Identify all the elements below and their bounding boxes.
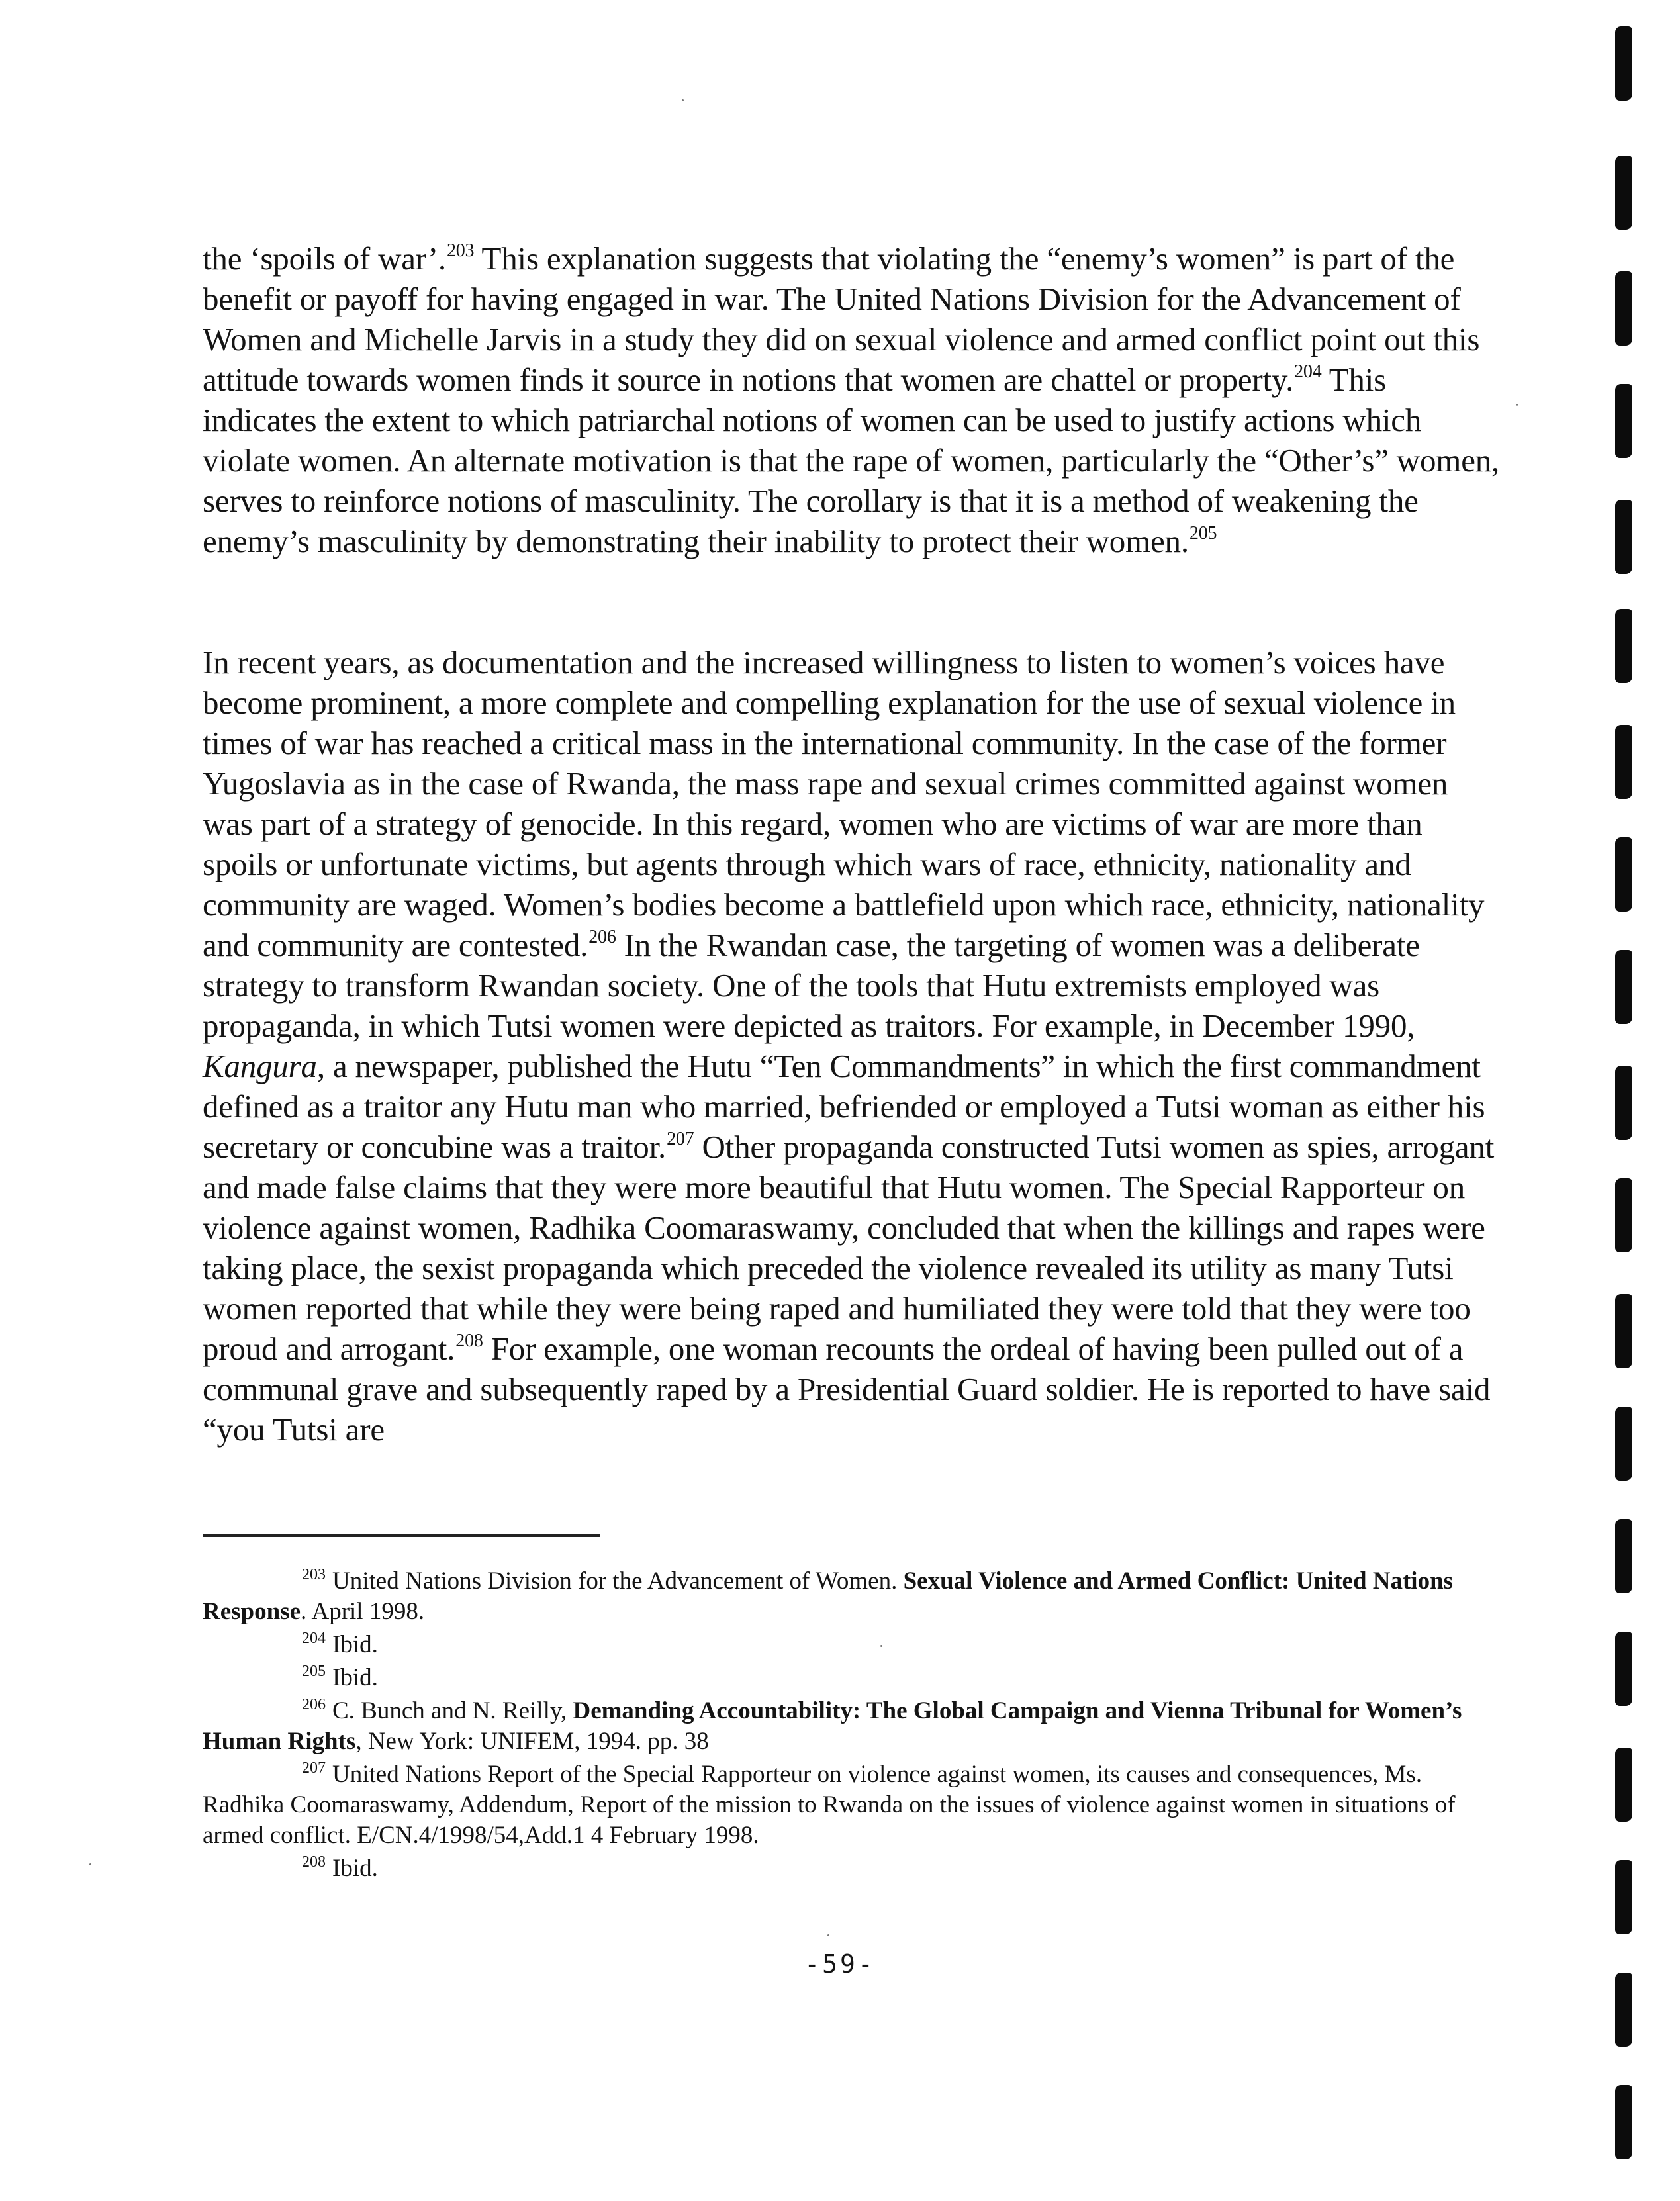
footnote-203: $^{203}$ United Nations Division for the Advancement of Women. Sexual Violence and Armed Conflict: United Nations Response. April 1998. xyxy=(203,1566,1454,1625)
text-run: In the Rwandan case, the targeting of women was a deliberate strategy to transform Rwandan society. One of the tools that Hutu extremists employed was propaganda, in which Tutsi women were depicted as traitors. For example, in December 1990, xyxy=(203,927,1420,1044)
binding-mark xyxy=(1615,1519,1632,1593)
footnote-206: $^{206}$ C. Bunch and N. Reilly, Demanding Accountability: The Global Campaign and Vienna Tribunal for Women’s Human Rights, New York: UNIFEM, 1994. pp. 38 xyxy=(203,1696,1462,1755)
footnote-207: $^{207}$ United Nations Report of the Special Rapporteur on violence against women, its causes and consequences, Ms. Radhika Coomaraswamy, Addendum, Report of the mission to Rwanda on the issues of violence against women in situations of armed conflict. E/CN.4/1998/54,Add.1 4 February 1998. xyxy=(203,1759,1456,1849)
binding-mark xyxy=(1615,1407,1632,1481)
body-paragraph-1 xyxy=(203,238,1500,561)
scan-speck xyxy=(880,1645,882,1647)
binding-mark xyxy=(1615,1632,1632,1706)
source-title: Demanding Accountability: The Global Campaign and Vienna Tribunal for Women’s Human Rights xyxy=(203,1697,1462,1755)
scan-speck xyxy=(682,99,684,101)
binding-mark xyxy=(1615,2085,1632,2159)
footnote-number: 208 xyxy=(302,1853,326,1871)
binding-mark xyxy=(1615,609,1632,683)
body-paragraph-2 xyxy=(203,642,1500,1450)
footnote-number: 205 xyxy=(302,1663,326,1680)
binding-mark xyxy=(1615,500,1632,574)
binding-mark xyxy=(1615,725,1632,799)
binding-mark xyxy=(1615,1748,1632,1822)
text-run: , a newspaper, published the Hutu “Ten Commandments” in which the first commandment defined as a traitor any Hutu man who married, befriended or employed a Tutsi woman as either his secretary or concubine was a traitor. xyxy=(203,1048,1485,1165)
text-run: the ‘spoils of war’. xyxy=(203,240,446,277)
newspaper-title: Kangura xyxy=(203,1048,317,1084)
binding-mark xyxy=(1615,837,1632,912)
footnote-number: 203 xyxy=(302,1566,326,1583)
footnote-ref[interactable]: 205 xyxy=(1189,523,1217,543)
scan-speck xyxy=(1516,404,1518,406)
footnote-204: $^{204}$ Ibid. xyxy=(302,1630,378,1658)
binding-mark xyxy=(1615,1294,1632,1368)
scan-speck xyxy=(89,1863,91,1865)
text-run: In recent years, as documentation and the increased willingness to listen to women’s voices have become prominent, a more complete and compelling explanation for the use of sexual violence in times of war has reached a critical mass in the international community. In the case of the former Yugoslavia as in the case of Rwanda, the mass rape and sexual crimes committed against women was part of a strategy of genocide. In this regard, women who are victims of war are more than spoils or unfortunate victims, but agents through which wars of race, ethnicity, nationality and community are waged. Women’s bodies become a battlefield upon which race, ethnicity, nationality and community are contested. xyxy=(203,644,1485,963)
footnote-ref[interactable]: 208 xyxy=(455,1331,483,1351)
scan-speck xyxy=(827,1934,829,1936)
footnote-ref[interactable]: 207 xyxy=(667,1129,694,1149)
page-number: -59- xyxy=(804,1949,876,1979)
binding-mark xyxy=(1615,1860,1632,1934)
text-run: Other propaganda constructed Tutsi women as spies, arrogant and made false claims that they were more beautiful that Hutu women. The Special Rapporteur on violence against women, Radhika Coomaraswamy, concluded that when the killings and rapes were taking place, the sexist propaganda which preceded the violence revealed its utility as many Tutsi women reported that while they were being raped and humiliated they were told that they were too proud and arrogant. xyxy=(203,1129,1495,1367)
source-title: Sexual Violence and Armed Conflict: United Nations Response xyxy=(203,1568,1454,1625)
footnote-205: $^{205}$ Ibid. xyxy=(302,1663,378,1691)
binding-mark xyxy=(1615,1178,1632,1252)
binding-mark xyxy=(1615,271,1632,346)
footnote-ref[interactable]: 206 xyxy=(588,927,616,947)
footnotes-section xyxy=(203,1566,1500,1887)
binding-mark xyxy=(1615,1066,1632,1140)
binding-mark xyxy=(1615,156,1632,230)
footnote-number: 206 xyxy=(302,1696,326,1713)
footnote-separator xyxy=(203,1534,600,1537)
text-run: This indicates the extent to which patriarchal notions of women can be used to justify actions which violate women. An alternate motivation is that the rape of women, particularly the “Other’s” women, serves to reinforce notions of masculinity. The corollary is that it is a method of weakening the enemy’s masculinity by demonstrating their inability to protect their women. xyxy=(203,361,1500,559)
footnote-208: $^{208}$ Ibid. xyxy=(302,1853,378,1882)
text-run: This explanation suggests that violating the “enemy’s women” is part of the benefit or payoff for having engaged in war. The United Nations Division for the Advancement of Women and Michelle Jarvis in a study they did on sexual violence and armed conflict point out this attitude towards women finds it source in notions that women are chattel or property. xyxy=(203,240,1480,398)
binding-mark xyxy=(1615,1973,1632,2047)
footnote-number: 207 xyxy=(302,1759,326,1777)
text-run: For example, one woman recounts the ordeal of having been pulled out of a communal grave and subsequently raped by a Presidential Guard soldier. He is reported to have said “you Tutsi are xyxy=(203,1331,1491,1448)
binding-marks xyxy=(1615,0,1655,2201)
footnote-ref[interactable]: 204 xyxy=(1294,361,1322,382)
footnote-ref[interactable]: 203 xyxy=(446,240,475,261)
binding-mark xyxy=(1615,384,1632,458)
footnote-number: 204 xyxy=(302,1630,326,1647)
binding-mark xyxy=(1615,950,1632,1024)
binding-mark xyxy=(1615,26,1632,101)
